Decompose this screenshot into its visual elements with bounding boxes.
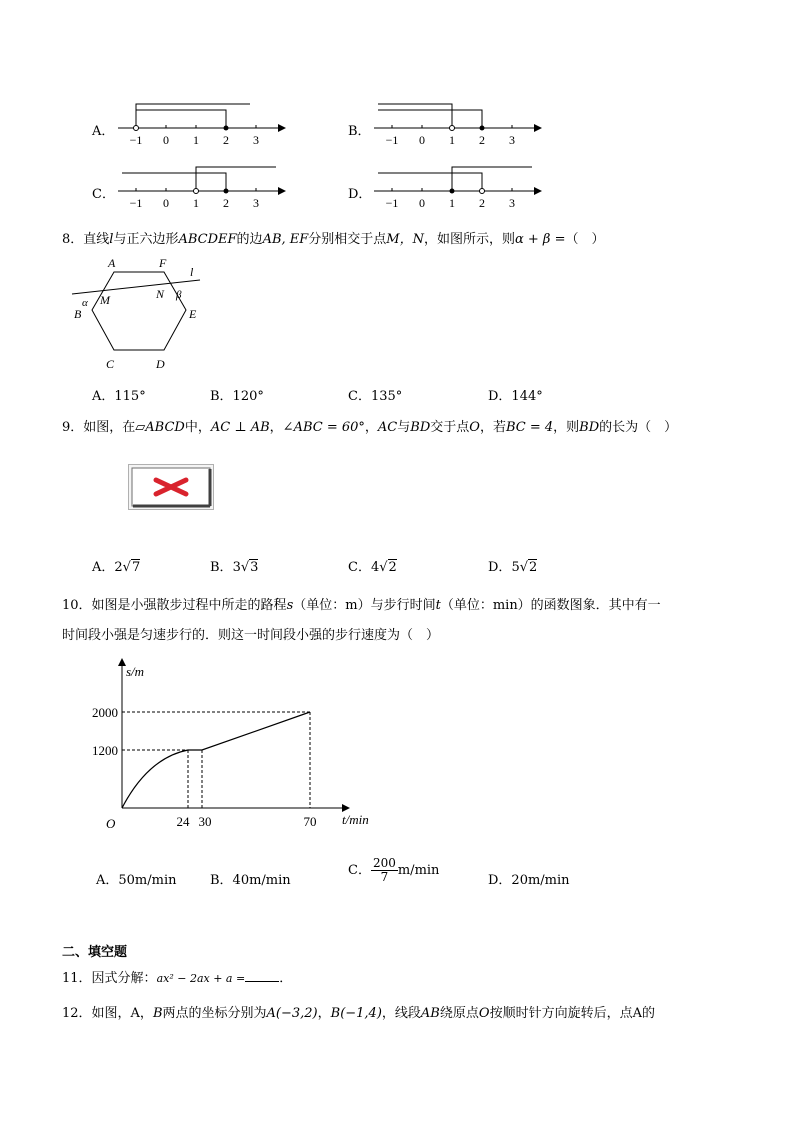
q8-hexagon-name: ABCDEF [178,232,237,247]
question-8-stem [62,228,605,247]
option-label: A． [92,560,115,575]
q9-option-c[interactable]: C．4√2 [348,560,397,575]
tick-label: 1 [193,133,199,147]
q11-number: 11． [62,971,92,986]
q8-edges: AB, EF [262,232,309,247]
y-tick-label: 1200 [92,743,118,758]
x-tick-label: 70 [303,814,317,829]
tick-label: 2 [223,196,229,210]
q9-parallelogram: ▱ABCD [135,420,185,435]
option-unit: m/min [397,863,440,879]
option-b-label: B． [348,124,371,139]
y-axis-label: s/m [126,664,145,679]
tick-label: −1 [385,196,399,210]
q9-ac: AC [377,420,398,435]
q8-var-l: l [109,232,114,247]
tick-label: 1 [449,196,455,210]
q10-option-a[interactable]: A．50m/min [96,873,177,888]
q9-option-a[interactable]: A．2√7 [92,560,141,575]
tick-label: 2 [479,196,485,210]
tick-label: −1 [385,133,399,147]
distance-time-graph [78,656,388,836]
q12-text: 如图，A， [91,1006,153,1021]
x-tick-label: 24 [176,814,190,829]
option-radicand: 3 [250,560,259,575]
q10-number: 10． [62,598,92,613]
section-heading: 二、填空题 [62,945,128,960]
fraction-numerator: 200 [372,856,396,870]
q11-text: 因式分解： [91,971,157,986]
hexagon-figure [66,252,216,374]
tick-label: 1 [193,196,199,210]
label-n: N [156,287,165,301]
label-beta: β [176,289,182,301]
tick-label: 0 [163,133,169,147]
number-line-b [368,98,543,150]
q12-point-b: B(−1,4) [330,1006,382,1021]
question-12 [62,1002,655,1021]
q12-text: ，线段 [381,1006,421,1021]
q9-cond2: ∠ABC = 60° [282,420,365,435]
origin-label: O [106,816,116,831]
label-c: C [106,357,115,371]
tick-label: 2 [223,133,229,147]
tick-label: 0 [419,196,425,210]
q10-text: （单位：min）的函数图象．其中有一 [440,598,661,613]
number-line-a [112,98,287,150]
option-label: C． [348,863,371,879]
q9-text: 如图，在 [83,420,136,435]
fraction [371,857,398,884]
q9-cond3: BC = 4 [505,420,554,435]
question-11 [62,967,292,986]
label-f: F [159,256,167,270]
q10-unit-m: m [345,598,358,613]
q10-option-b[interactable]: B．40m/min [210,873,291,888]
option-label: B． [210,560,233,575]
q12-ab: AB [420,1006,440,1021]
q9-text: ，则 [553,420,580,435]
tick-label: 3 [509,133,515,147]
label-l: l [190,265,194,279]
option-radicand: 2 [529,560,538,575]
q12-b: B [152,1006,163,1021]
question-10-stem-line2: 时间段小强是匀速步行的．则这一时间段小强的步行速度为（ ） [62,628,440,643]
label-m: M [100,293,110,307]
q8-text: 与正六边形 [113,232,179,247]
q9-text: 的长为（ ） [599,420,678,435]
q8-number: 8． [62,232,84,247]
q8-expr: α + β = [515,232,566,247]
q9-bd: BD [579,420,600,435]
q8-option-d[interactable]: D．144° [488,389,543,404]
x-axis-label: t/min [342,812,369,827]
q9-text: 中， [184,420,211,435]
option-c-label: C． [92,187,115,202]
option-a-label: A． [92,124,115,139]
tick-label: 3 [509,196,515,210]
q10-option-d[interactable]: D．20m/min [488,873,570,888]
q9-sep: ， [269,420,283,435]
q9-option-b[interactable]: B．3√3 [210,560,259,575]
option-d-label: D． [348,187,372,202]
tick-label: −1 [129,196,143,210]
q12-number: 12． [62,1006,92,1021]
q8-text: 分别相交于点 [308,232,387,247]
q9-sep: ， [364,420,378,435]
q10-option-c[interactable] [348,857,439,884]
q11-expr: ax² − 2ax + a = [156,972,246,985]
q12-sep: ， [317,1006,331,1021]
q8-points: M，N [386,232,424,247]
tick-label: 0 [419,133,425,147]
label-e: E [189,307,197,321]
q10-text: （单位： [293,598,346,613]
q10-var-t: t [435,598,441,613]
option-coef: 2 [114,560,123,575]
option-coef: 5 [511,560,520,575]
fraction-denominator: 7 [380,870,389,885]
q12-point-a: A(−3,2) [266,1006,318,1021]
option-coef: 3 [232,560,241,575]
question-10-stem-line1 [62,594,661,613]
q8-text: 直线 [83,232,110,247]
q10-text: ）与步行时间 [357,598,436,613]
label-b: B [74,307,82,321]
answer-blank[interactable] [245,969,279,982]
question-9-stem [62,416,677,435]
q12-text: 两点的坐标分别为 [162,1006,267,1021]
q12-o: O [478,1006,490,1021]
option-radicand: 7 [131,560,141,575]
q8-option-b[interactable]: B．120° [210,389,264,404]
q8-paren: （ ） [565,232,605,247]
option-label: D． [488,560,512,575]
tick-label: 0 [163,196,169,210]
q9-bd: BD [410,420,431,435]
q11-tail: ． [279,971,293,986]
q9-o: O [469,420,480,435]
broken-image-icon [128,464,214,510]
q12-text: 按顺时针方向旋转后，点A的 [489,1006,655,1021]
option-radicand: 2 [388,560,397,575]
label-d: D [156,357,165,371]
tick-label: 2 [479,133,485,147]
label-a: A [108,256,116,270]
q8-text: 的边 [236,232,263,247]
q12-text: 绕原点 [439,1006,479,1021]
q9-number: 9． [62,420,84,435]
number-line-c [112,161,287,213]
number-line-d [368,161,543,213]
q9-text: 与 [397,420,411,435]
q10-text: 如图是小强散步过程中所走的路程 [91,598,287,613]
q8-text: ，如图所示，则 [423,232,515,247]
q10-var-s: s [286,598,294,613]
option-coef: 4 [370,560,380,575]
tick-label: 3 [253,133,259,147]
q8-option-c[interactable]: C．135° [348,389,403,404]
q9-text: ，若 [479,420,506,435]
q8-option-a[interactable]: A．115° [92,389,146,404]
tick-label: 1 [449,133,455,147]
label-alpha: α [82,297,88,309]
tick-label: 3 [253,196,259,210]
q9-cond1: AC ⊥ AB [210,420,270,435]
q9-text: 交于点 [430,420,470,435]
tick-label: −1 [129,133,143,147]
y-tick-label: 2000 [92,705,118,720]
q9-option-d[interactable]: D．5√2 [488,560,538,575]
option-label: C． [348,560,371,575]
x-tick-label: 30 [198,814,212,829]
